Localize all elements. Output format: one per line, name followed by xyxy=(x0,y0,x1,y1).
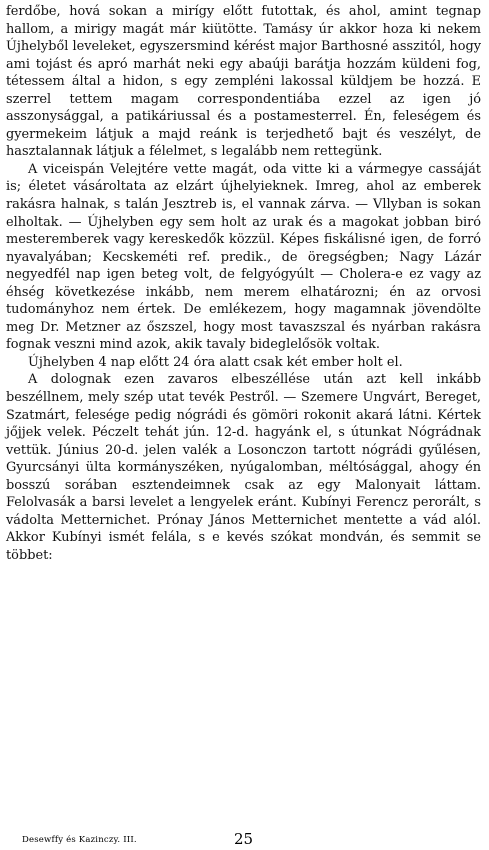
paragraph-1: ferdőbe, hová sokan a mirígy előtt futottak, és ahol, amint tegnap hallom, a mirigy magát már kiütötte. Tamásy úr akkor hoza ki nekem Újhelyből leveleket, egyszersmind kérést major Barthosné asszitól, hogy ami tojást és apró marhát neki egy abaúji barátja hozzám küldeni fog, tétessem által a hidon, s egy zempléni lakossal küldjem be hozzá. E szerrel tettem magam correspondentiába ezzel az igen jó asszonysággal, a patikáriussal és a postamesterrel. Én, feleségem és gyermekeim látjuk a majd reánk is terjedhető bajt és veszélyt, de hasztalannak látjuk a félelmet, s legalább nem rettegünk. xyxy=(6,4,481,160)
paragraph-2: A viceispán Velejtére vette magát, oda vitte ki a vármegye cassáját is; életet vásároltata az elzárt újhelyieknek. Imreg, ahol az emberek rakásra halnak, s talán Jesztreb is, el vannak zárva. — Vllyban is sokan elholtak. — Újhelyben egy sem holt az urak és a magokat jobban biró mesteremberek vagy kereskedők közzül. Képes fiskálisné igen, de forró nyavalyában; Kecskeméti ref. predik., de öregségben; Nagy Lázár negyedfél nap igen beteg volt, de felgyógyúlt — Cholera-e ez vagy az éhség következése inkább, nem merem elhatározni; én az orvosi tudományhoz nem értek. De emlékezem, hogy magamnak jövendölte meg Dr. Metzner az őszszel, hogy most tavaszszal és nyárban rakásra fognak veszni mind azok, akik tavaly bideglelősök voltak. xyxy=(6,161,481,353)
page-number: 25 xyxy=(233,830,254,848)
printer-signature: Desewffy és Kazinczy. III. xyxy=(22,835,137,845)
paragraph-3: Újhelyben 4 nap előtt 24 óra alatt csak két ember holt el. xyxy=(28,354,403,370)
paragraph-4: A dolognak ezen zavaros elbeszéllése után azt kell inkább beszéllnem, mely szép utat tevék Pestről. — Szemere Ungvárt, Bereget, Szatmárt, felesége pedig nógrádi és gömöri rokonit akará látni. Kértek jőjjek velek. Péczelt tehát jún. 12-d. hagyánk el, s útunkat Nógrádnak vettük. Június 20-d. jelen valék a Losonczon tartott nógrádi gyűlésen, Gyurcsányi ülta kormányszéken, nyúgalomban, méltósággal, ahogy én bosszú sorában esztendeimnek csak az egy Malonyait láttam. Felolvasák a barsi levelet a lengyelek eránt. Kubínyi Ferencz perorált, s vádolta Metternichet. Prónay János Metternichet mentette a vád alól. Akkor Kubínyi ismét felála, s e kevés szókat mondván, és semmit se többet: xyxy=(6,372,481,563)
page-footer xyxy=(6,826,481,848)
body-text xyxy=(6,3,481,565)
